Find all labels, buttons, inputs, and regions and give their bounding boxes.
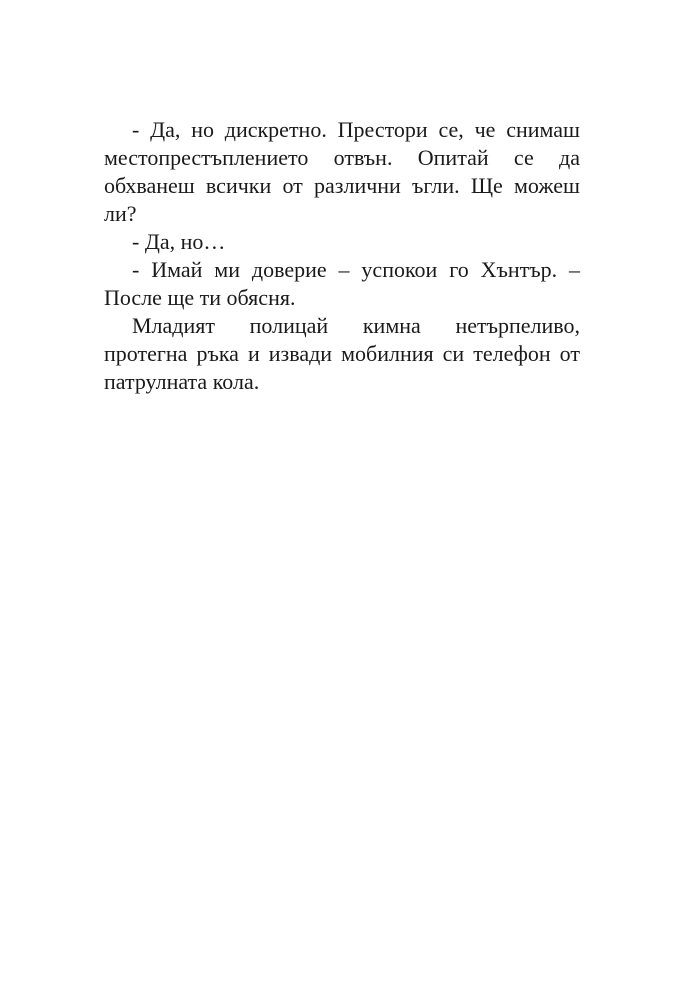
paragraph: - Да, но дискретно. Престори се, че снимаш местопрестъплението отвън. Опитай се да обхванеш всички от различни ъгли. Ще можеш ли? [104, 117, 580, 226]
paragraph: Младият полицай кимна нетърпеливо, протегна ръка и извади мобилния си телефон от патрулната кола. [104, 313, 580, 394]
body-text [104, 116, 580, 396]
paragraph: - Да, но… [132, 229, 226, 254]
paragraph: - Имай ми доверие – успокои го Хънтър. – После ще ти обясня. [104, 257, 580, 310]
